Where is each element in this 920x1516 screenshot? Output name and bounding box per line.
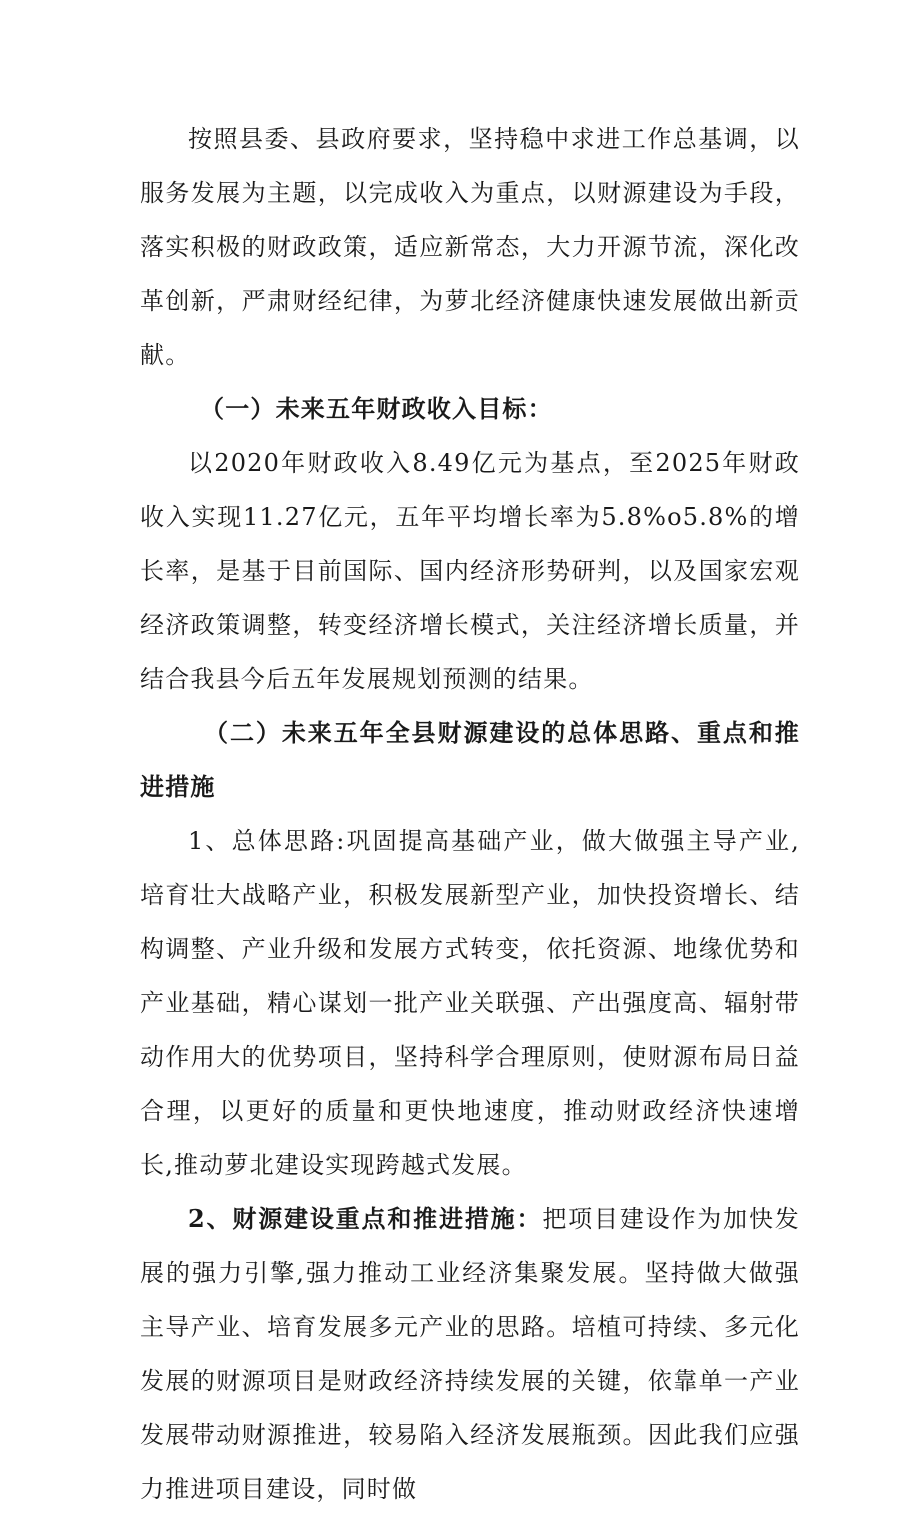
section-one-paragraph: 以2020年财政收入8.49亿元为基点，至2025年财政收入实现11.27亿元，五年平均增长率为5.8%o5.8%的增长率，是基于目前国际、国内经济形势研判，以及国家宏观经济政策调整，转变经济增长模式，关注经济增长质量，并结合我县今后五年发展规划预测的结果。 (140, 449, 800, 693)
intro-paragraph: 按照县委、县政府要求，坚持稳中求进工作总基调，以服务发展为主题，以完成收入为重点，以财源建设为手段，落实积极的财政政策，适应新常态，大力开源节流，深化改革创新，严肃财经纪律，为萝北经济健康快速发展做出新贡献。 (140, 125, 800, 369)
item-two-paragraph (140, 1192, 800, 1516)
item-two-body: 把项目建设作为加快发展的强力引擎,强力推动工业经济集聚发展。坚持做大做强主导产业、培育发展多元产业的思路。培植可持续、多元化发展的财源项目是财政经济持续发展的关键，依靠单一产业发展带动财源推进，较易陷入经济发展瓶颈。因此我们应强力推进项目建设，同时做 (140, 1205, 801, 1503)
item-one-paragraph: 1、总体思路:巩固提高基础产业，做大做强主导产业,培育壮大战略产业，积极发展新型产业，加快投资增长、结构调整、产业升级和发展方式转变，依托资源、地缘优势和产业基础，精心谋划一批产业关联强、产出强度高、辐射带动作用大的优势项目，坚持科学合理原则，使财源布局日益合理，以更好的质量和更快地速度，推动财政经济快速增长,推动萝北建设实现跨越式发展。 (140, 827, 800, 1179)
item-two-lead: 2、财源建设重点和推进措施： (188, 1204, 543, 1233)
section-two-heading: （二）未来五年全县财源建设的总体思路、重点和推进措施 (140, 718, 800, 801)
section-one-heading: （一）未来五年财政收入目标： (200, 394, 553, 423)
document-body (140, 112, 800, 1516)
